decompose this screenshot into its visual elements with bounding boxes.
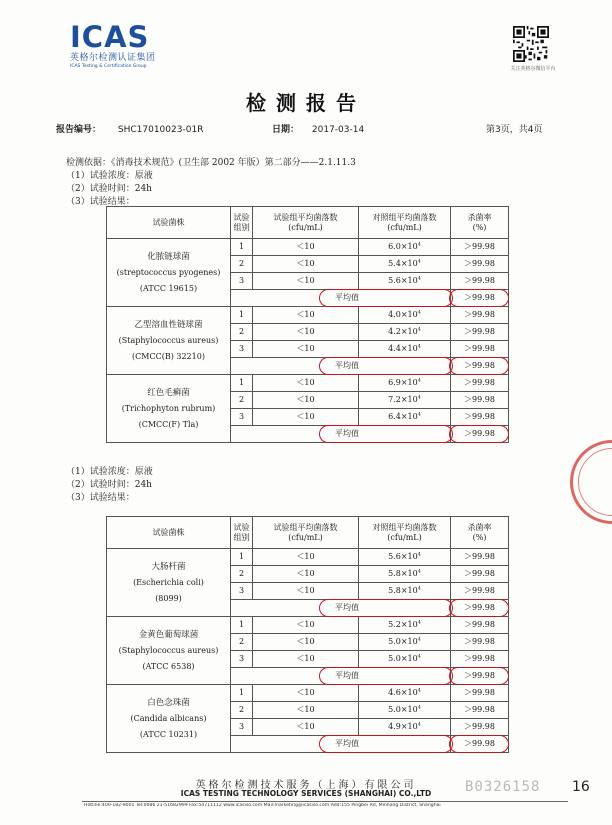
average-value-cell [451,426,509,443]
group-cell: 3 [231,273,253,290]
header-strain: 试验菌株 [107,207,231,239]
average-label: 平均值 [335,429,359,438]
control-count-exponent: 4 [417,585,421,592]
average-value-oval [449,357,509,375]
report-number-label: 报告编号： [56,125,102,135]
serial-number: B0326158 [465,779,541,795]
average-label: 平均值 [335,603,359,612]
table-header-row [107,207,509,239]
kill-rate-cell: ＞99.98 [451,583,509,600]
group-cell: 3 [231,719,253,736]
control-count-exponent: 4 [417,411,421,418]
strain-name: 白色念珠菌 [147,697,190,708]
average-value-cell [451,668,509,685]
group-cell: 1 [231,375,253,392]
control-count-exponent: 4 [417,326,421,333]
control-count-exponent: 4 [417,721,421,728]
icas-logo [70,22,160,72]
kill-rate-cell: ＞99.98 [451,617,509,634]
control-count-exponent: 4 [417,687,421,694]
average-value: ＞99.98 [464,671,495,680]
test-count-cell: ＜10 [253,307,359,324]
table-row [107,307,509,324]
test-count-cell: ＜10 [253,549,359,566]
results-table-2 [106,516,509,753]
group-cell: 2 [231,566,253,583]
control-count-exponent: 4 [417,309,421,316]
kill-rate-cell: ＞99.98 [451,685,509,702]
test-count-cell: ＜10 [253,617,359,634]
footer-company-en: ICAS TESTING TECHNOLOGY SERVICES (SHANGHAI) CO.,LTD [180,789,432,798]
control-count-cell [359,634,451,651]
report-number-value: SHC17010023-01R [117,125,204,135]
control-count-value: 4.2×10 [388,327,418,336]
strain-latin: (Trichophyton rubrum) [121,403,216,413]
group-cell: 3 [231,409,253,426]
s1-results-label: （3）试验结果： [66,197,135,207]
control-count-value: 5.0×10 [388,654,418,663]
average-label-cell [231,600,451,617]
kill-rate-cell: ＞99.98 [451,375,509,392]
kill-rate-cell: ＞99.98 [451,392,509,409]
header-kill-rate: 杀菌率 (%) [451,517,509,549]
strain-cell [107,549,231,617]
average-label-cell [231,426,451,443]
footer-company-cn: 英格尔检测技术服务（上海）有限公司 [195,780,417,791]
strain-cell [107,685,231,753]
logo-en-text: ICAS Testing & Certification Group [70,64,147,69]
average-value-cell [451,290,509,307]
table-row [107,685,509,702]
control-count-cell [359,685,451,702]
qr-caption: 关注英格尔微信平台 [510,66,556,72]
test-count-cell: ＜10 [253,392,359,409]
kill-rate-cell: ＞99.98 [451,634,509,651]
report-date-value: 2017-03-14 [311,125,365,135]
control-count-exponent: 4 [417,343,421,350]
strain-name: 大肠杆菌 [151,561,186,572]
control-count-cell [359,324,451,341]
footer-contact: Hotline:400-182-9001 Tel:0086 21-51682999 Fax:54711112 www.icasiso.com Mail:marketing@icasiso.com Add:155 Pingbei Rd, Minhang District, Shanghai [84,803,441,808]
strain-id: (8099) [155,593,182,603]
strain-id: (ATCC 19615) [139,283,198,293]
test-count-cell: ＜10 [253,685,359,702]
control-count-cell [359,702,451,719]
control-count-exponent: 4 [417,275,421,282]
report-date [272,122,364,135]
control-count-cell [359,307,451,324]
control-count-exponent: 4 [417,653,421,660]
s1-time: （2）试验时间：24h [66,184,152,194]
report-title: 检测报告 [246,91,366,115]
table-row [107,617,509,634]
average-value-oval [449,425,509,443]
group-cell: 2 [231,392,253,409]
test-basis: 检测依据：《消毒技术规范》(卫生部 2002 年版）第二部分——2.1.11.3 [66,158,356,168]
handwritten-page-number: 16 [572,779,590,795]
control-count-value: 5.8×10 [388,586,418,595]
kill-rate-cell: ＞99.98 [451,719,509,736]
kill-rate-cell: ＞99.98 [451,651,509,668]
group-cell: 2 [231,702,253,719]
group-cell: 2 [231,256,253,273]
average-label-cell [231,668,451,685]
average-value-oval [449,735,509,753]
strain-id: (CMCC(F) Tla) [138,419,199,429]
test-count-cell: ＜10 [253,583,359,600]
average-value: ＞99.98 [464,739,495,748]
control-count-exponent: 4 [417,551,421,558]
header-kill-rate: 杀菌率 (%) [451,207,509,239]
strain-name: 红色毛癣菌 [147,387,190,398]
test-count-cell: ＜10 [253,324,359,341]
strain-id: (CMCC(B) 32210) [132,351,205,361]
test-count-cell: ＜10 [253,719,359,736]
average-value: ＞99.98 [464,361,495,370]
control-count-value: 5.4×10 [388,259,418,268]
control-count-value: 5.2×10 [388,620,418,629]
s2-results-label: （3）试验结果： [66,493,135,503]
header-control-count: 对照组平均菌落数 (cfu/mL) [359,517,451,549]
strain-cell [107,239,231,307]
average-label: 平均值 [335,361,359,370]
control-count-value: 6.4×10 [388,412,418,421]
strain-latin: (Candida albicans) [130,713,207,723]
group-cell: 2 [231,634,253,651]
group-cell: 2 [231,324,253,341]
test-count-cell: ＜10 [253,702,359,719]
report-date-label: 日期： [272,125,300,135]
control-count-value: 6.0×10 [388,242,418,251]
header-control-count: 对照组平均菌落数 (cfu/mL) [359,207,451,239]
average-label-cell [231,358,451,375]
control-count-cell [359,256,451,273]
kill-rate-cell: ＞99.98 [451,341,509,358]
test-count-cell: ＜10 [253,239,359,256]
test-count-cell: ＜10 [253,273,359,290]
control-count-cell [359,566,451,583]
control-count-exponent: 4 [417,241,421,248]
header-group: 试验组别 [231,207,253,239]
strain-latin: (Escherichia coli) [133,577,204,587]
control-count-value: 5.6×10 [388,552,418,561]
strain-cell [107,617,231,685]
control-count-exponent: 4 [417,377,421,384]
group-cell: 3 [231,583,253,600]
strain-id: (ATCC 10231) [139,729,198,739]
kill-rate-cell: ＞99.98 [451,239,509,256]
page-info: 第3页，共4页 [486,125,543,135]
kill-rate-cell: ＞99.98 [451,324,509,341]
kill-rate-cell: ＞99.98 [451,549,509,566]
control-count-exponent: 4 [417,394,421,401]
strain-latin: (Staphylococcus aureus) [118,335,219,345]
average-value-oval [449,289,509,307]
table-row [107,239,509,256]
table-row [107,549,509,566]
qr-code-icon [513,26,549,62]
kill-rate-cell: ＞99.98 [451,566,509,583]
s1-concentration: （1）试验浓度：原液 [66,171,153,181]
control-count-exponent: 4 [417,619,421,626]
results-table-1 [106,206,509,443]
kill-rate-cell: ＞99.98 [451,307,509,324]
average-label: 平均值 [335,293,359,302]
average-label: 平均值 [335,671,359,680]
strain-id: (ATCC 6538) [142,661,195,671]
average-value: ＞99.98 [464,603,495,612]
control-count-exponent: 4 [417,636,421,643]
header-group: 试验组别 [231,517,253,549]
s2-time: （2）试验时间：24h [66,480,152,490]
group-cell: 1 [231,549,253,566]
control-count-cell [359,273,451,290]
strain-name: 金黄色葡萄球菌 [138,629,199,640]
control-count-cell [359,549,451,566]
test-count-cell: ＜10 [253,566,359,583]
average-label-cell [231,290,451,307]
control-count-cell [359,239,451,256]
test-count-cell: ＜10 [253,256,359,273]
control-count-value: 4.6×10 [388,688,418,697]
average-label: 平均值 [335,739,359,748]
average-value: ＞99.98 [464,429,495,438]
test-count-cell: ＜10 [253,651,359,668]
control-count-value: 7.2×10 [388,395,418,404]
control-count-cell [359,341,451,358]
strain-name: 化脓链球菌 [147,251,190,262]
group-cell: 1 [231,685,253,702]
kill-rate-cell: ＞99.98 [451,273,509,290]
table-header-row [107,517,509,549]
control-count-exponent: 4 [417,704,421,711]
kill-rate-cell: ＞99.98 [451,409,509,426]
control-count-exponent: 4 [417,568,421,575]
header-test-count: 试验组平均菌落数 (cfu/mL) [253,517,359,549]
control-count-cell [359,409,451,426]
control-count-cell [359,651,451,668]
control-count-cell [359,583,451,600]
control-count-value: 4.4×10 [388,344,418,353]
header-strain: 试验菌株 [107,517,231,549]
test-count-cell: ＜10 [253,409,359,426]
logo-main-text: ICAS [70,20,150,54]
strain-cell [107,307,231,375]
average-value-oval [449,667,509,685]
test-count-cell: ＜10 [253,341,359,358]
strain-latin: (Staphylococcus aureus) [118,645,219,655]
kill-rate-cell: ＞99.98 [451,256,509,273]
table-row [107,375,509,392]
footer-divider [82,801,568,802]
control-count-cell [359,719,451,736]
control-count-value: 4.0×10 [388,310,418,319]
control-count-value: 5.8×10 [388,569,418,578]
average-value-cell [451,600,509,617]
control-count-value: 5.0×10 [388,705,418,714]
group-cell: 1 [231,307,253,324]
group-cell: 3 [231,341,253,358]
control-count-value: 5.0×10 [388,637,418,646]
header-test-count: 试验组平均菌落数 (cfu/mL) [253,207,359,239]
average-value-cell [451,736,509,753]
control-count-value: 5.6×10 [388,276,418,285]
average-label-cell [231,736,451,753]
control-count-value: 6.9×10 [388,378,418,387]
test-count-cell: ＜10 [253,634,359,651]
control-count-exponent: 4 [417,258,421,265]
control-count-cell [359,375,451,392]
group-cell: 1 [231,617,253,634]
logo-cn-text: 英格尔检测认证集团 [70,53,156,63]
test-count-cell: ＜10 [253,375,359,392]
group-cell: 1 [231,239,253,256]
average-value-oval [449,599,509,617]
control-count-cell [359,392,451,409]
control-count-cell [359,617,451,634]
group-cell: 3 [231,651,253,668]
report-number [56,122,203,135]
strain-latin: (streptococcus pyogenes) [116,267,221,277]
kill-rate-cell: ＞99.98 [451,702,509,719]
s2-concentration: （1）试验浓度：原液 [66,467,153,477]
strain-cell [107,375,231,443]
average-value-cell [451,358,509,375]
control-count-value: 4.9×10 [388,722,418,731]
strain-name: 乙型溶血性链球菌 [134,319,203,330]
average-value: ＞99.98 [464,293,495,302]
